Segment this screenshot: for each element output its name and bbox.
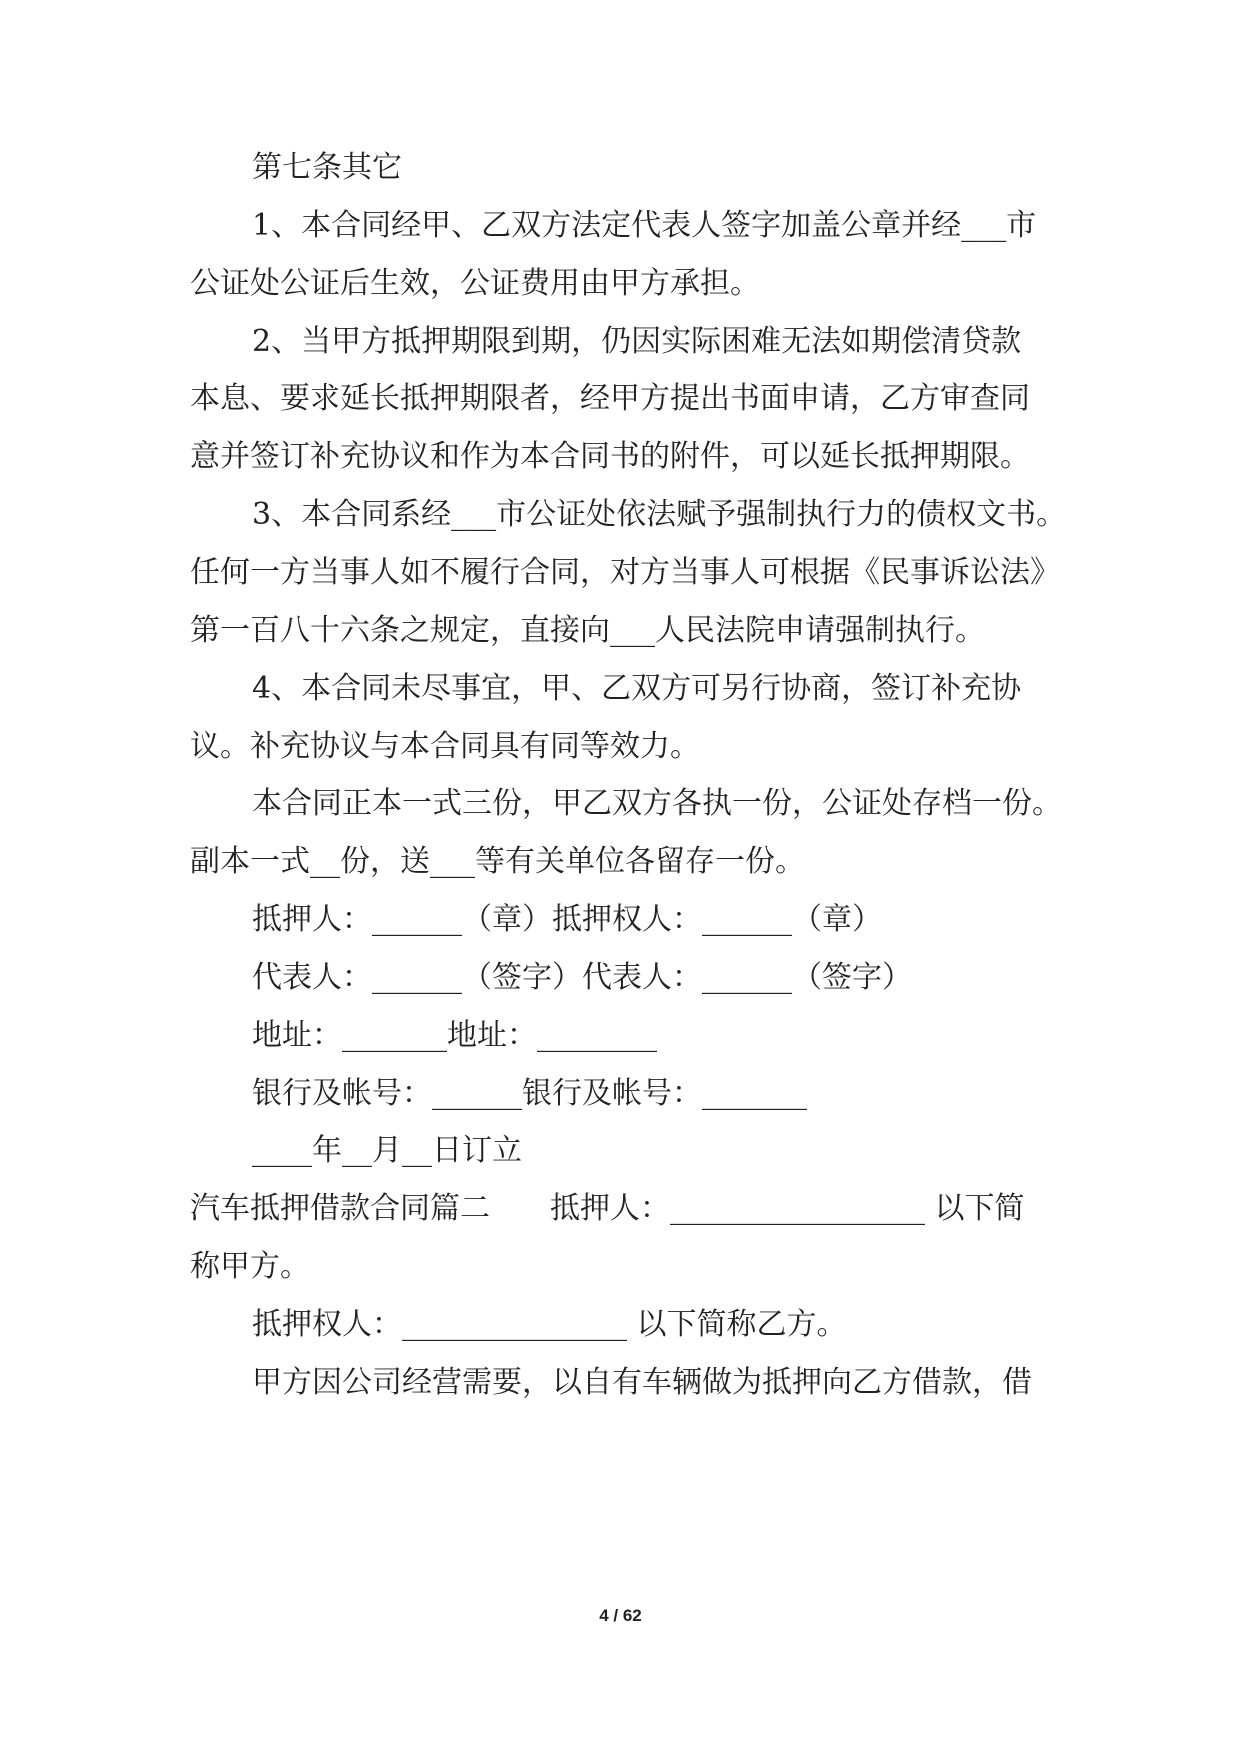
- paragraph-line: 3、本合同系经___市公证处依法赋予强制执行力的债权文书。: [252, 497, 1067, 532]
- paragraph-line: 甲方因公司经营需要，以自有车辆做为抵押向乙方借款，借: [252, 1365, 1032, 1400]
- paragraph-line: 1、本合同经甲、乙双方法定代表人签字加盖公章并经___市: [252, 208, 1037, 243]
- paragraph-line: 第一百八十六条之规定，直接向___人民法院申请强制执行。: [190, 613, 985, 648]
- bank-account-line: 银行及帐号：______银行及帐号：_______: [252, 1076, 807, 1111]
- paragraph-line: 称甲方。: [190, 1249, 310, 1284]
- paragraph-line: 本息、要求延长抵押期限者，经甲方提出书面申请，乙方审查同: [190, 381, 1030, 416]
- paragraph-line: 议。补充协议与本合同具有同等效力。: [190, 729, 700, 764]
- section-heading: 第七条其它: [252, 150, 402, 185]
- paragraph-line: 4、本合同未尽事宜，甲、乙双方可另行协商，签订补充协: [252, 671, 1022, 706]
- paragraph-line: 任何一方当事人如不履行合同，对方当事人可根据《民事诉讼法》: [190, 555, 1060, 590]
- paragraph-line: 本合同正本一式三份，甲乙双方各执一份，公证处存档一份。: [252, 786, 1062, 821]
- paragraph-line: 2、当甲方抵押期限到期，仍因实际困难无法如期偿清贷款: [252, 324, 1022, 359]
- signature-line-representative: 代表人：______（签字）代表人：______（签字）: [252, 960, 912, 995]
- paragraph-line: 副本一式__份，送___等有关单位各留存一份。: [190, 844, 805, 879]
- page-number: 4 / 62: [599, 1606, 642, 1625]
- paragraph-line: 公证处公证后生效，公证费用由甲方承担。: [190, 266, 760, 301]
- paragraph-line: 抵押权人：_______________ 以下简称乙方。: [252, 1307, 847, 1342]
- paragraph-line: 意并签订补充协议和作为本合同书的附件，可以延长抵押期限。: [190, 439, 1030, 474]
- signature-line-mortgagor: 抵押人：______（章）抵押权人：______（章）: [252, 902, 882, 937]
- date-line: ____年__月__日订立: [252, 1133, 522, 1168]
- address-line: 地址：_______地址：________: [252, 1018, 657, 1053]
- paragraph-line: 汽车抵押借款合同篇二 抵押人：_________________ 以下简: [190, 1191, 1025, 1226]
